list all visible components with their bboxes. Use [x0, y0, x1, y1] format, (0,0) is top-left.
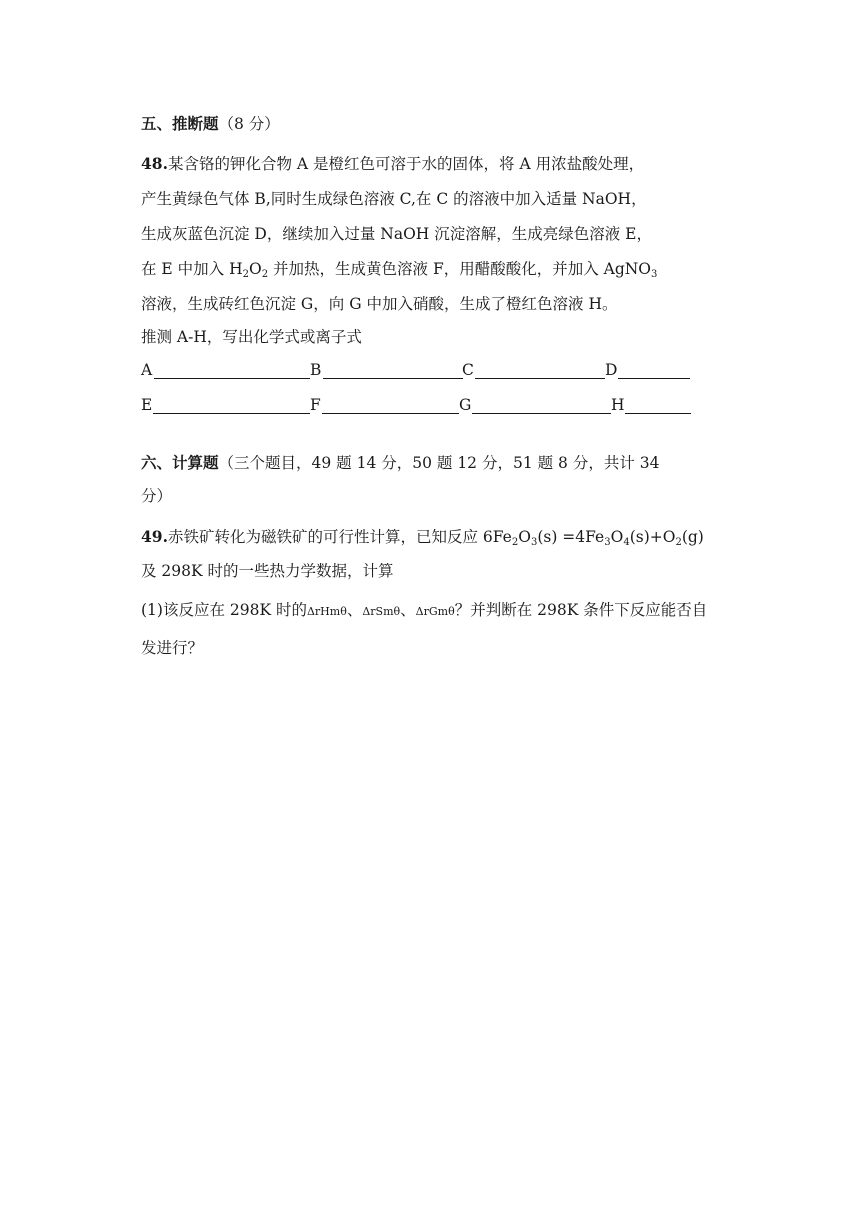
q49-line-1 [141, 527, 704, 547]
q49-text-1f: (g) [681, 528, 704, 546]
section-6-heading [141, 453, 660, 473]
answer-underline [153, 413, 310, 414]
symbol-separator: 、 [346, 601, 363, 619]
q49-sub-5: 2 [675, 537, 682, 548]
q48-line-2: 产生黄绿色气体 B,同时生成绿色溶液 C,在 C 的溶液中加入适量 NaOH， [141, 190, 647, 208]
answer-label: D [605, 361, 618, 379]
q49-text-1d: O [610, 528, 624, 546]
answer-label: F [310, 396, 321, 414]
answer-label: C [462, 361, 474, 379]
q49-part-1-text-a: (1)该反应在 298K 时的 [141, 601, 307, 619]
answer-underline [475, 378, 605, 379]
answer-blank-c[interactable] [462, 361, 605, 381]
answer-label: G [459, 396, 472, 414]
section-6-score: （三个题目，49 题 14 分，50 题 12 分，51 题 8 分，共计 34 [218, 454, 660, 472]
q48-text-1: 某含铬的钾化合物 A 是橙红色可溶于水的固体，将 A 用浓盐酸处理， [167, 155, 645, 173]
answer-label: A [141, 361, 153, 379]
delta-h-symbol: ΔrHmθ [306, 605, 347, 618]
answer-underline [618, 378, 690, 379]
q48-line-5: 溶液，生成砖红色沉淀 G，向 G 中加入硝酸，生成了橙红色溶液 H。 [141, 295, 618, 313]
q48-line-4 [141, 259, 657, 279]
q49-text-1b: O [518, 528, 531, 546]
q49-part-1-text-b: ？并判断在 298K 条件下反应能否自 [454, 601, 708, 619]
answer-blank-h[interactable] [611, 396, 691, 416]
q49-number: 49. [141, 527, 168, 546]
answer-underline [322, 413, 459, 414]
answer-blank-f[interactable] [310, 396, 459, 416]
answer-blank-g[interactable] [459, 396, 611, 416]
answer-underline [625, 413, 691, 414]
answer-blank-e[interactable] [141, 396, 311, 416]
q49-line-2: 及 298K 时的一些热力学数据，计算 [141, 562, 394, 580]
q49-sub-2: 3 [530, 537, 538, 548]
q48-text-4a: 在 E 中加入 H [141, 260, 243, 278]
section-5-title: 五、推断题 [141, 114, 219, 133]
q49-sub-1: 2 [511, 537, 519, 548]
section-6-title: 六、计算题 [141, 453, 219, 472]
q48-line-3: 生成灰蓝色沉淀 D，继续加入过量 NaOH 沉淀溶解，生成亮绿色溶液 E， [141, 225, 652, 243]
answer-blank-a[interactable] [141, 361, 311, 381]
symbol-separator: 、 [400, 601, 416, 619]
q48-sub-3: 3 [651, 269, 658, 280]
q48-line-6: 推测 A-H，写出化学式或离子式 [141, 328, 362, 346]
q48-sub-1: 2 [242, 269, 249, 280]
q48-text-4b: O [249, 260, 262, 278]
q49-sub-4: 4 [623, 537, 630, 548]
answer-underline [154, 378, 310, 379]
q48-sub-2: 2 [261, 269, 269, 280]
q49-text-1e: (s)+O [629, 528, 676, 546]
section-5-score: （8 分） [218, 115, 280, 133]
answer-row-1 [141, 361, 691, 381]
q49-part-1-line-2: 发进行？ [141, 639, 204, 657]
answer-blank-b[interactable] [310, 361, 463, 381]
q49-text-1a: 赤铁矿转化为磁铁矿的可行性计算，已知反应 6Fe [167, 528, 512, 546]
section-6-score-cont: 分） [141, 487, 173, 505]
q48-line-1 [141, 154, 644, 174]
q49-text-1c: (s) =4Fe [537, 528, 605, 546]
answer-label: B [310, 361, 322, 379]
answer-blank-d[interactable] [605, 361, 691, 381]
q49-part-1-line-1 [141, 600, 707, 622]
q48-text-4c: 并加热，生成黄色溶液 F，用醋酸酸化，并加入 AgNO [268, 260, 652, 278]
answer-label: H [611, 396, 625, 414]
section-5-heading [141, 114, 280, 134]
delta-s-symbol: ΔrSmθ [362, 605, 401, 618]
answer-label: E [141, 396, 153, 414]
answer-row-2 [141, 396, 691, 416]
q49-sub-3: 3 [604, 537, 611, 548]
answer-underline [472, 413, 611, 414]
delta-g-symbol: ΔrGmθ [415, 605, 455, 618]
q48-number: 48. [141, 154, 168, 173]
answer-underline [323, 378, 463, 379]
